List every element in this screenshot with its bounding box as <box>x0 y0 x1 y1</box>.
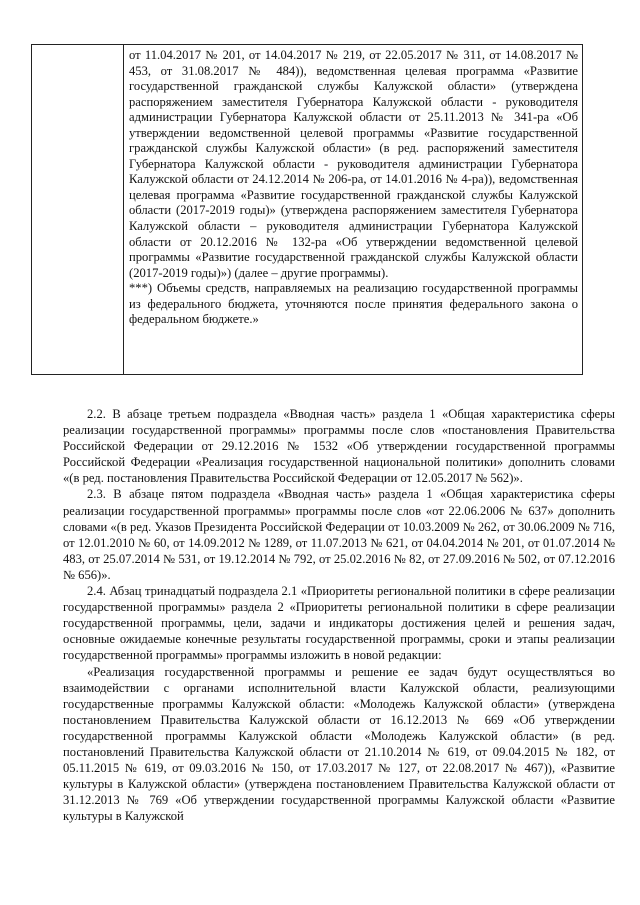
paragraph-2-2: 2.2. В абзаце третьем подраздела «Вводная часть» раздела 1 «Общая характеристика сферы реализации государственной программы» программы после слов «постановления Правительства Российской Федерации от 29.12.2016 № 1532 «Об утверждении государственной программы Российской Федерации «Реализация государственной национальной политики» дополнить словами «(в ред. постановления Правительства Российской Федерации от 12.05.2017 № 562)». <box>63 407 615 486</box>
table-cell-paragraph: от 11.04.2017 № 201, от 14.04.2017 № 219, от 22.05.2017 № 311, от 14.08.2017 № 453, от 31.08.2017 № 484)), ведомственная целевая программа «Развитие государственной гражданской службы Калужской области» (утверждена распоряжением заместителя Губернатора Калужской области - руководителя администрации Губернатора Калужской области от 25.11.2013 № 341-ра «Об утверждении ведомственной целевой программы «Развитие государственной гражданской службы Калужской области» (в ред. распоряжений заместителя Губернатора Калужской области - руководителя администрации Губернатора Калужской области от 24.12.2014 № 206-ра, от 14.01.2016 № 4-ра)), ведомственная целевая программа «Развитие государственной гражданской службы Калужской области (2017-2019 годы)» (утверждена распоряжением заместителя Губернатора Калужской области – руководителя администрации Губернатора Калужской области от 20.12.2016 № 132-ра «Об утверждении ведомственной целевой программы «Развитие государственной гражданской службы Калужской области (2017-2019 годы)») (далее – другие программы). <box>129 48 578 280</box>
paragraph-2-3: 2.3. В абзаце пятом подраздела «Вводная часть» раздела 1 «Общая характеристика сферы реализации государственной программы» программы после слов «от 22.06.2006 № 637» дополнить словами «(в ред. Указов Президента Российской Федерации от 10.03.2009 № 262, от 30.06.2009 № 716, от 12.01.2010 № 60, от 14.09.2012 № 1289, от 11.07.2013 № 621, от 04.04.2014 № 201, от 01.07.2014 № 483, от 25.07.2014 № 531, от 19.12.2014 № 792, от 25.02.2016 № 82, от 27.09.2016 № 502, от 07.12.2016 № 656)». <box>63 487 615 582</box>
paragraph-2-4: 2.4. Абзац тринадцатый подраздела 2.1 «Приоритеты региональной политики в сфере реализации государственной программы» раздела 2 «Приоритеты региональной политики в сфере реализации государственной программы, цели, задачи и индикаторы достижения целей и решения задач, основные ожидаемые конечные результаты государственной программы, сроки и этапы реализации государственной программы» программы изложить в новой редакции: <box>63 584 615 663</box>
body-text <box>63 406 615 824</box>
table-continuation <box>31 44 583 375</box>
paragraph-new-edition: «Реализация государственной программы и решение ее задач будут осуществляться во взаимодействии с органами исполнительной власти Калужской области, реализующими государственные программы Калужской области: «Молодежь Калужской области» (утверждена постановлением Правительства Калужской области от 16.12.2013 № 669 «Об утверждении государственной программы Калужской области «Молодежь Калужской области» (в ред. постановлений Правительства Калужской области от 21.10.2014 № 619, от 09.04.2015 № 182, от 05.11.2015 № 619, от 09.03.2016 № 150, от 17.03.2017 № 127, от 22.08.2017 № 467)), «Развитие культуры в Калужской области» (утверждена постановлением Правительства Калужской области от 31.12.2013 № 769 «Об утверждении государственной программы Калужской области «Развитие культуры в Калужской <box>63 664 615 824</box>
table-footnote-paragraph: ***) Объемы средств, направляемых на реализацию государственной программы из федерального бюджета, уточняются после принятия федерального закона о федеральном бюджете.» <box>129 281 578 327</box>
table-column-divider <box>123 45 124 374</box>
table-cell-text <box>129 48 578 328</box>
